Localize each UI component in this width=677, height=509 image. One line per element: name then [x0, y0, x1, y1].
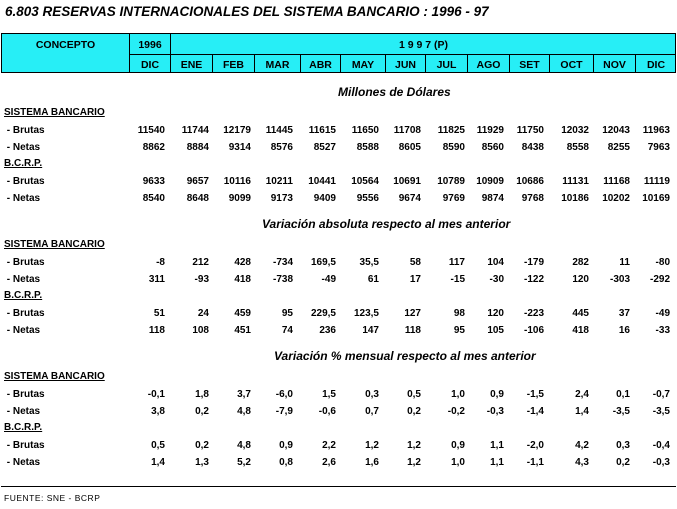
table-cell: 9099	[228, 193, 251, 204]
table-cell: 0,9	[279, 440, 293, 451]
table-cell: 3,8	[151, 406, 165, 417]
table-cell: 445	[572, 308, 589, 319]
header-month-0: DIC	[140, 58, 160, 71]
table-cell: 11825	[437, 125, 465, 136]
table-cell: 120	[487, 308, 504, 319]
table-cell: 1,4	[151, 457, 165, 468]
table-cell: 11131	[562, 176, 589, 187]
table-cell: 8862	[142, 142, 165, 153]
table-cell: 0,2	[195, 406, 209, 417]
table-cell: -0,6	[318, 406, 336, 417]
header-divider	[340, 55, 341, 72]
row-label: - Netas	[4, 142, 41, 153]
table-cell: 17	[409, 274, 421, 285]
table-cell: 10211	[265, 176, 293, 187]
table-cell: 8540	[142, 193, 165, 204]
table-cell: 0,2	[616, 457, 630, 468]
table-cell: 10169	[642, 193, 670, 204]
table-cell: 9409	[313, 193, 336, 204]
header-divider	[425, 55, 426, 72]
table-cell: 4,3	[575, 457, 589, 468]
table-cell: 147	[362, 325, 379, 336]
row-label: - Netas	[4, 274, 41, 285]
table-cell: 0,9	[490, 389, 504, 400]
table-cell: 0,3	[365, 389, 379, 400]
table-cell: 11963	[642, 125, 670, 136]
header-month-6: JUN	[394, 58, 416, 71]
table-cell: 95	[281, 308, 293, 319]
header-month-10: OCT	[560, 58, 583, 71]
table-cell: 0,5	[151, 440, 165, 451]
section-heading: SISTEMA BANCARIO	[4, 371, 105, 382]
table-cell: 212	[192, 257, 209, 268]
table-cell: 9633	[142, 176, 165, 187]
table-cell: 459	[234, 308, 251, 319]
table-cell: 1,0	[451, 457, 465, 468]
table-cell: 0,2	[195, 440, 209, 451]
table-cell: 7963	[647, 142, 670, 153]
table-cell: -734	[272, 257, 293, 268]
header-month-12: DIC	[646, 58, 666, 71]
table-cell: 10686	[516, 176, 544, 187]
table-cell: 11119	[643, 176, 670, 187]
table-cell: -292	[649, 274, 670, 285]
table-cell: 104	[487, 257, 504, 268]
header-month-3: MAR	[265, 58, 290, 71]
table-cell: 1,1	[490, 457, 504, 468]
header-month-11: NOV	[603, 58, 626, 71]
table-cell: -1,4	[526, 406, 544, 417]
table-cell: 8884	[186, 142, 209, 153]
header-divider	[509, 55, 510, 72]
table-cell: -3,5	[652, 406, 670, 417]
header-divider	[593, 55, 594, 72]
table-cell: 8648	[186, 193, 209, 204]
table-cell: 37	[618, 308, 630, 319]
header-divider	[385, 55, 386, 72]
table-cell: 2,4	[575, 389, 589, 400]
table-cell: 118	[148, 325, 165, 336]
row-label: - Netas	[4, 406, 41, 417]
table-cell: 11445	[265, 125, 293, 136]
table-cell: 11615	[308, 125, 336, 136]
block-subtitle: Variación % mensual respecto al mes anterior	[274, 349, 536, 363]
header-divider	[170, 34, 171, 72]
table-cell: 74	[281, 325, 293, 336]
table-cell: -8	[156, 257, 165, 268]
table-cell: 0,2	[407, 406, 421, 417]
table-cell: 8255	[607, 142, 630, 153]
row-label: - Netas	[4, 457, 41, 468]
table-cell: 11	[619, 257, 630, 268]
table-cell: 11168	[603, 176, 630, 187]
table-cell: 4,8	[237, 440, 251, 451]
header-divider	[300, 55, 301, 72]
table-cell: -0,4	[652, 440, 670, 451]
table-cell: -122	[523, 274, 544, 285]
table-cell: 8527	[313, 142, 336, 153]
table-cell: 11750	[516, 125, 544, 136]
section-heading: SISTEMA BANCARIO	[4, 239, 105, 250]
table-cell: 1,2	[365, 440, 379, 451]
header-month-8: AGO	[476, 58, 501, 71]
table-cell: 10202	[602, 193, 630, 204]
header-concepto: CONCEPTO	[35, 38, 96, 51]
row-label: - Brutas	[4, 125, 45, 136]
table-cell: 428	[234, 257, 251, 268]
header-month-7: JUL	[436, 58, 457, 71]
table-cell: -2,0	[526, 440, 544, 451]
table-cell: 236	[319, 325, 336, 336]
table-cell: 9874	[481, 193, 504, 204]
table-cell: 418	[234, 274, 251, 285]
table-cell: 0,7	[365, 406, 379, 417]
table-cell: 105	[487, 325, 504, 336]
table-cell: 1,0	[451, 389, 465, 400]
table-cell: 0,5	[407, 389, 421, 400]
bottom-rule	[1, 486, 676, 487]
table-cell: 58	[409, 257, 421, 268]
table-cell: 229,5	[310, 308, 336, 319]
table-cell: 120	[572, 274, 589, 285]
header-divider	[467, 55, 468, 72]
header-month-1: ENE	[180, 58, 203, 71]
table-cell: 8588	[356, 142, 379, 153]
table-cell: 10691	[393, 176, 421, 187]
header-month-4: ABR	[309, 58, 332, 71]
table-cell: 418	[572, 325, 589, 336]
table-header	[1, 33, 676, 73]
table-cell: 1,5	[322, 389, 336, 400]
table-cell: 9769	[442, 193, 465, 204]
table-cell: 9657	[186, 176, 209, 187]
table-cell: 8605	[398, 142, 421, 153]
table-cell: -80	[655, 257, 670, 268]
table-cell: 1,1	[490, 440, 504, 451]
table-cell: -223	[523, 308, 544, 319]
row-label: - Netas	[4, 193, 41, 204]
row-label: - Brutas	[4, 308, 45, 319]
table-cell: 8560	[481, 142, 504, 153]
row-label: - Netas	[4, 325, 41, 336]
table-cell: 24	[197, 308, 209, 319]
table-cell: 127	[404, 308, 421, 319]
header-month-9: SET	[519, 58, 540, 71]
table-cell: 61	[367, 274, 379, 285]
table-cell: 10441	[308, 176, 336, 187]
table-cell: 2,6	[322, 457, 336, 468]
table-cell: 11708	[393, 125, 421, 136]
table-cell: 10116	[223, 176, 251, 187]
table-cell: 8558	[566, 142, 589, 153]
header-year-1997: 1 9 9 7 (P)	[398, 38, 449, 51]
table-cell: -30	[489, 274, 504, 285]
header-divider	[549, 55, 550, 72]
table-cell: 35,5	[359, 257, 379, 268]
table-cell: -1,1	[526, 457, 544, 468]
table-cell: 11540	[137, 125, 165, 136]
table-cell: -15	[450, 274, 465, 285]
table-cell: 117	[448, 257, 465, 268]
row-label: - Brutas	[4, 176, 45, 187]
source-note: FUENTE: SNE - BCRP	[4, 493, 101, 503]
header-month-2: FEB	[223, 58, 244, 71]
header-divider	[212, 55, 213, 72]
block-subtitle: Millones de Dólares	[338, 85, 451, 99]
table-cell: -738	[272, 274, 293, 285]
table-cell: 0,9	[451, 440, 465, 451]
header-divider	[635, 55, 636, 72]
section-heading: SISTEMA BANCARIO	[4, 107, 105, 118]
table-cell: 10909	[476, 176, 504, 187]
header-year-1996: 1996	[138, 38, 162, 51]
table-cell: 10186	[561, 193, 589, 204]
table-cell: 311	[148, 274, 165, 285]
table-cell: 2,2	[322, 440, 336, 451]
table-cell: 95	[453, 325, 465, 336]
table-cell: 1,4	[575, 406, 589, 417]
table-cell: 118	[404, 325, 421, 336]
table-cell: 12032	[561, 125, 589, 136]
table-cell: -49	[655, 308, 670, 319]
table-cell: -179	[523, 257, 544, 268]
table-cell: -0,3	[652, 457, 670, 468]
table-cell: 8590	[442, 142, 465, 153]
table-cell: 9314	[228, 142, 251, 153]
table-cell: 9556	[356, 193, 379, 204]
table-cell: 11929	[476, 125, 504, 136]
table-cell: -0,3	[486, 406, 504, 417]
table-cell: -0,2	[447, 406, 465, 417]
table-cell: -49	[321, 274, 336, 285]
table-cell: -33	[655, 325, 670, 336]
table-cell: 51	[153, 308, 165, 319]
table-cell: 12043	[602, 125, 630, 136]
header-divider	[254, 55, 255, 72]
section-heading: B.C.R.P.	[4, 290, 43, 301]
table-cell: 9173	[270, 193, 293, 204]
table-cell: 1,3	[195, 457, 209, 468]
table-cell: -93	[194, 274, 209, 285]
row-label: - Brutas	[4, 257, 45, 268]
table-cell: 1,8	[195, 389, 209, 400]
table-cell: 169,5	[310, 257, 336, 268]
table-cell: 4,8	[237, 406, 251, 417]
table-cell: 0,1	[616, 389, 630, 400]
header-divider	[129, 34, 130, 72]
table-cell: 98	[453, 308, 465, 319]
table-cell: 451	[234, 325, 251, 336]
table-cell: -0,7	[652, 389, 670, 400]
section-heading: B.C.R.P.	[4, 422, 43, 433]
table-cell: 1,2	[407, 457, 421, 468]
table-cell: -6,0	[275, 389, 293, 400]
header-month-5: MAY	[351, 58, 375, 71]
table-cell: -1,5	[526, 389, 544, 400]
table-cell: 10564	[351, 176, 379, 187]
table-cell: 282	[572, 257, 589, 268]
table-cell: 12179	[223, 125, 251, 136]
table-cell: 0,3	[616, 440, 630, 451]
table-cell: 1,6	[365, 457, 379, 468]
table-cell: 16	[618, 325, 630, 336]
table-cell: 1,2	[407, 440, 421, 451]
table-cell: 10789	[437, 176, 465, 187]
table-cell: -7,9	[275, 406, 293, 417]
table-title: 6.803 RESERVAS INTERNACIONALES DEL SISTEMA BANCARIO : 1996 - 97	[5, 4, 489, 19]
table-cell: -303	[609, 274, 630, 285]
table-cell: 11650	[351, 125, 379, 136]
header-divider	[129, 54, 676, 55]
table-cell: -3,5	[612, 406, 630, 417]
table-cell: -0,1	[147, 389, 165, 400]
table-cell: 3,7	[237, 389, 251, 400]
table-cell: 108	[192, 325, 209, 336]
table-cell: 8438	[521, 142, 544, 153]
table-cell: 5,2	[237, 457, 251, 468]
table-cell: 9674	[398, 193, 421, 204]
table-cell: 123,5	[353, 308, 379, 319]
table-cell: 0,8	[279, 457, 293, 468]
block-subtitle: Variación absoluta respecto al mes anterior	[262, 217, 511, 231]
table-cell: -106	[523, 325, 544, 336]
row-label: - Brutas	[4, 389, 45, 400]
row-label: - Brutas	[4, 440, 45, 451]
table-cell: 9768	[521, 193, 544, 204]
table-cell: 8576	[270, 142, 293, 153]
table-cell: 11744	[181, 125, 209, 136]
table-cell: 4,2	[575, 440, 589, 451]
section-heading: B.C.R.P.	[4, 158, 43, 169]
